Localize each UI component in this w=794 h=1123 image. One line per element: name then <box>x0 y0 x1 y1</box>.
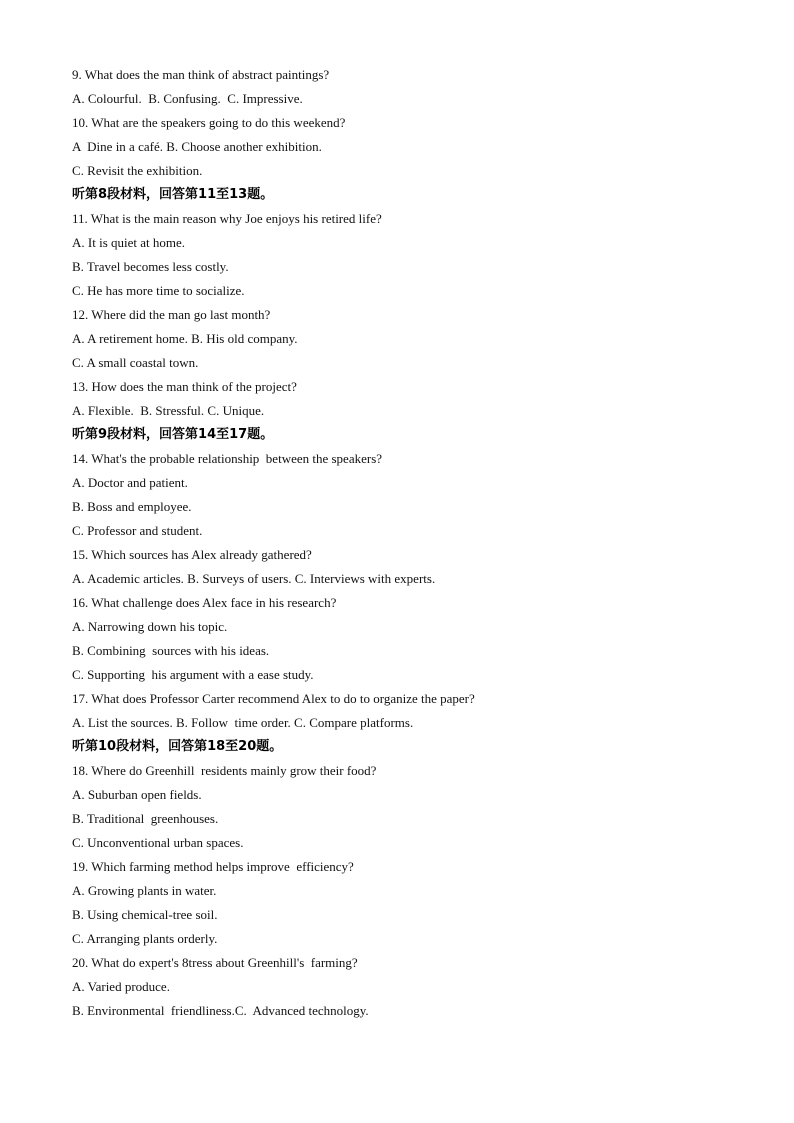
answer-options: A Dine in a café. B. Choose another exhibition. <box>72 139 322 154</box>
question-text: 11. What is the main reason why Joe enjoys his retired life? <box>72 211 382 226</box>
question-text: 20. What do expert's 8tress about Greenhill's farming? <box>72 955 358 970</box>
question-text: 10. What are the speakers going to do this weekend? <box>72 115 346 130</box>
document-page <box>72 63 752 1023</box>
answer-options: C. Arranging plants orderly. <box>72 931 218 946</box>
answer-options: A. It is quiet at home. <box>72 235 186 250</box>
answer-options: C. A small coastal town. <box>72 355 199 370</box>
answer-options: A. Suburban open fields. <box>72 787 202 802</box>
question-text: 13. How does the man think of the project? <box>72 379 297 394</box>
answer-options: A. Colourful. B. Confusing. C. Impressive. <box>72 91 303 106</box>
question-text: 18. Where do Greenhill residents mainly grow their food? <box>72 763 377 778</box>
answer-options: B. Boss and employee. <box>72 499 192 514</box>
answer-options: A. Flexible. B. Stressful. C. Unique. <box>72 403 265 418</box>
question-text: 19. Which farming method helps improve efficiency? <box>72 859 354 874</box>
answer-options: A. Growing plants in water. <box>72 883 217 898</box>
answer-options: C. Unconventional urban spaces. <box>72 835 244 850</box>
answer-options: A. A retirement home. B. His old company. <box>72 331 298 346</box>
question-text: 17. What does Professor Carter recommend Alex to do to organize the paper? <box>72 691 475 706</box>
answer-options: A. Varied produce. <box>72 979 170 994</box>
question-text: 15. Which sources has Alex already gathered? <box>72 547 312 562</box>
question-text: 12. Where did the man go last month? <box>72 307 271 322</box>
question-text: 9. What does the man think of abstract paintings? <box>72 67 330 82</box>
answer-options: A. List the sources. B. Follow time order. C. Compare platforms. <box>72 715 414 730</box>
section-heading: 听第10段材料，回答第18至20题。 <box>72 739 283 754</box>
answer-options: A. Narrowing down his topic. <box>72 619 228 634</box>
answer-options: B. Using chemical-tree soil. <box>72 907 218 922</box>
answer-options: A. Academic articles. B. Surveys of users. C. Interviews with experts. <box>72 571 436 586</box>
answer-options: B. Traditional greenhouses. <box>72 811 219 826</box>
answer-options: C. He has more time to socialize. <box>72 283 245 298</box>
answer-options: B. Travel becomes less costly. <box>72 259 229 274</box>
answer-options: C. Professor and student. <box>72 523 203 538</box>
question-text: 16. What challenge does Alex face in his research? <box>72 595 337 610</box>
question-text: 14. What's the probable relationship between the speakers? <box>72 451 383 466</box>
answer-options: B. Environmental friendliness.C. Advanced technology. <box>72 1003 369 1018</box>
answer-options: C. Revisit the exhibition. <box>72 163 203 178</box>
answer-options: A. Doctor and patient. <box>72 475 188 490</box>
answer-options: C. Supporting his argument with a ease study. <box>72 667 314 682</box>
section-heading: 听第8段材料，回答第11至13题。 <box>72 187 274 202</box>
section-heading: 听第9段材料，回答第14至17题。 <box>72 427 274 442</box>
answer-options: B. Combining sources with his ideas. <box>72 643 270 658</box>
